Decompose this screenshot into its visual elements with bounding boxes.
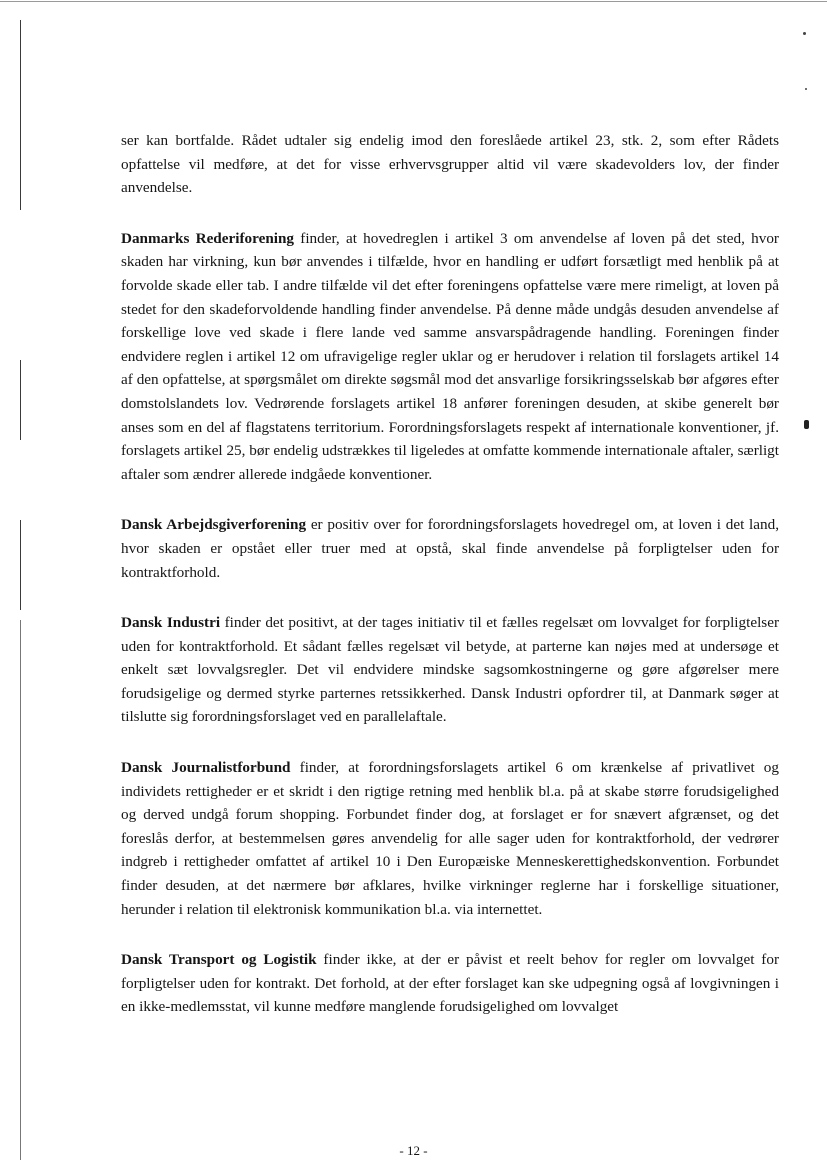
organization-name: Dansk Transport og Logistik xyxy=(121,951,317,969)
organization-name: Dansk Industri xyxy=(121,614,221,632)
paragraph-dansk-industri xyxy=(121,611,779,729)
paragraph-text: finder ikke, at der er påvist et reelt behov for regler om lovvalget for forpligtelser uden for kontrakt. Det forhold, at der efter forslaget kan ske udpegning også af lovgivningen i en ikke-medlemsstat, vil kunne medføre manglende forudsigelighed om lovvalget xyxy=(121,951,779,1016)
paragraph-dansk-arbejdsgiverforening xyxy=(121,513,779,584)
page-number: - 12 - xyxy=(399,1143,428,1158)
left-scan-edge xyxy=(20,360,21,440)
paragraph-text: ser kan bortfalde. Rådet udtaler sig endelig imod den foreslåede artikel 23, stk. 2, som efter Rådets opfattelse vil medføre, at det for visse erhvervsgrupper altid vil være skadevolders lov, der finder anvendelse. xyxy=(121,132,779,197)
scan-speck xyxy=(805,88,807,90)
scan-speck xyxy=(804,420,809,429)
paragraph-text: finder det positivt, at der tages initiativ til et fælles regelsæt om lovvalget for forpligtelser uden for kontraktforhold. Et sådant fælles regelsæt vil betyde, at parterne kan nøjes med at undersøge et enkelt sæt lovvalgsregler. Det vil endvidere mindske sagsomkostningerne og gøre afgørelser mere forudsigelige og dermed styrke parternes retssikkerhed. Dansk Industri opfordrer til, at Danmark søger at tilslutte sig forordningsforslaget ved en parallelaftale. xyxy=(121,614,780,726)
paragraph-dansk-transport-og-logistik xyxy=(121,948,779,1019)
left-scan-edge xyxy=(20,520,21,610)
left-scan-edge xyxy=(20,20,21,210)
paragraph-text: finder, at forordningsforslagets artikel 6 om krænkelse af privatlivet og individets rettigheder er et skridt i den rigtige retning med henblik bl.a. på at skabe større forudsigelighed og derved undgå forum shopping. Forbundet finder dog, at forslaget er for snævert afgrænset, og det foreslås derfor, at bestemmelsen gøres anvendelig for alle sager uden for kontraktforhold, der vedrører indgreb i rettigheder omfattet af artikel 10 i Den Europæiske Menneskerettighedskonvention. Forbundet finder desuden, at det nærmere bør afklares, hvilke virkninger reglerne har i forskellige situationer, herunder i relation til elektronisk kommunikation bl.a. via internettet. xyxy=(121,759,779,918)
top-scan-rule xyxy=(0,1,827,2)
organization-name: Danmarks Rederiforening xyxy=(121,229,295,247)
paragraph-danmarks-rederiforening xyxy=(121,227,779,487)
document-body xyxy=(121,129,779,1046)
scan-speck xyxy=(803,32,806,35)
paragraph-dansk-journalistforbund xyxy=(121,756,779,921)
paragraph-council-conclusion xyxy=(121,129,779,200)
organization-name: Dansk Journalistforbund xyxy=(121,759,291,777)
organization-name: Dansk Arbejdsgiverforening xyxy=(121,516,307,534)
paragraph-text: finder, at hovedreglen i artikel 3 om anvendelse af loven på det sted, hvor skaden har virkning, kun bør anvendes i tilfælde, hvor en handling er udført forsætligt med henblik på at forvolde skade eller tab. I andre tilfælde vil det efter foreningens opfattelse være mere rimeligt, at loven på stedet for den skadeforvoldende handling finder anvendelse. På denne måde undgås desuden anvendelse af forskellige love ved skade i flere lande ved samme ansvarspådragende handling. Foreningen finder endvidere reglen i artikel 12 om ufravigelige regler uklar og er herudover i relation til forslagets artikel 14 af den opfattelse, at spørgsmålet om direkte søgsmål mod det ansvarlige forsikringsselskab bør afgøres efter domstolslandets lov. Vedrørende forslagets artikel 18 anfører foreningen desuden, at skibe generelt bør anses som en del af flagstatens territorium. Forordningsforslagets respekt af internationale konventioner, jf. forslagets artikel 25, bør endelig udstrækkes til ligeledes at omfatte kommende internationale aftaler, særligt aftaler som ændrer allerede indgåede konventioner. xyxy=(121,229,779,483)
left-scan-edge xyxy=(20,620,21,1160)
paragraph-text: er positiv over for forordningsforslagets hovedregel om, at loven i det land, hvor skaden er opstået eller truer med at opstå, skal finde anvendelse på forpligtelser uden for kontraktforhold. xyxy=(121,516,779,581)
